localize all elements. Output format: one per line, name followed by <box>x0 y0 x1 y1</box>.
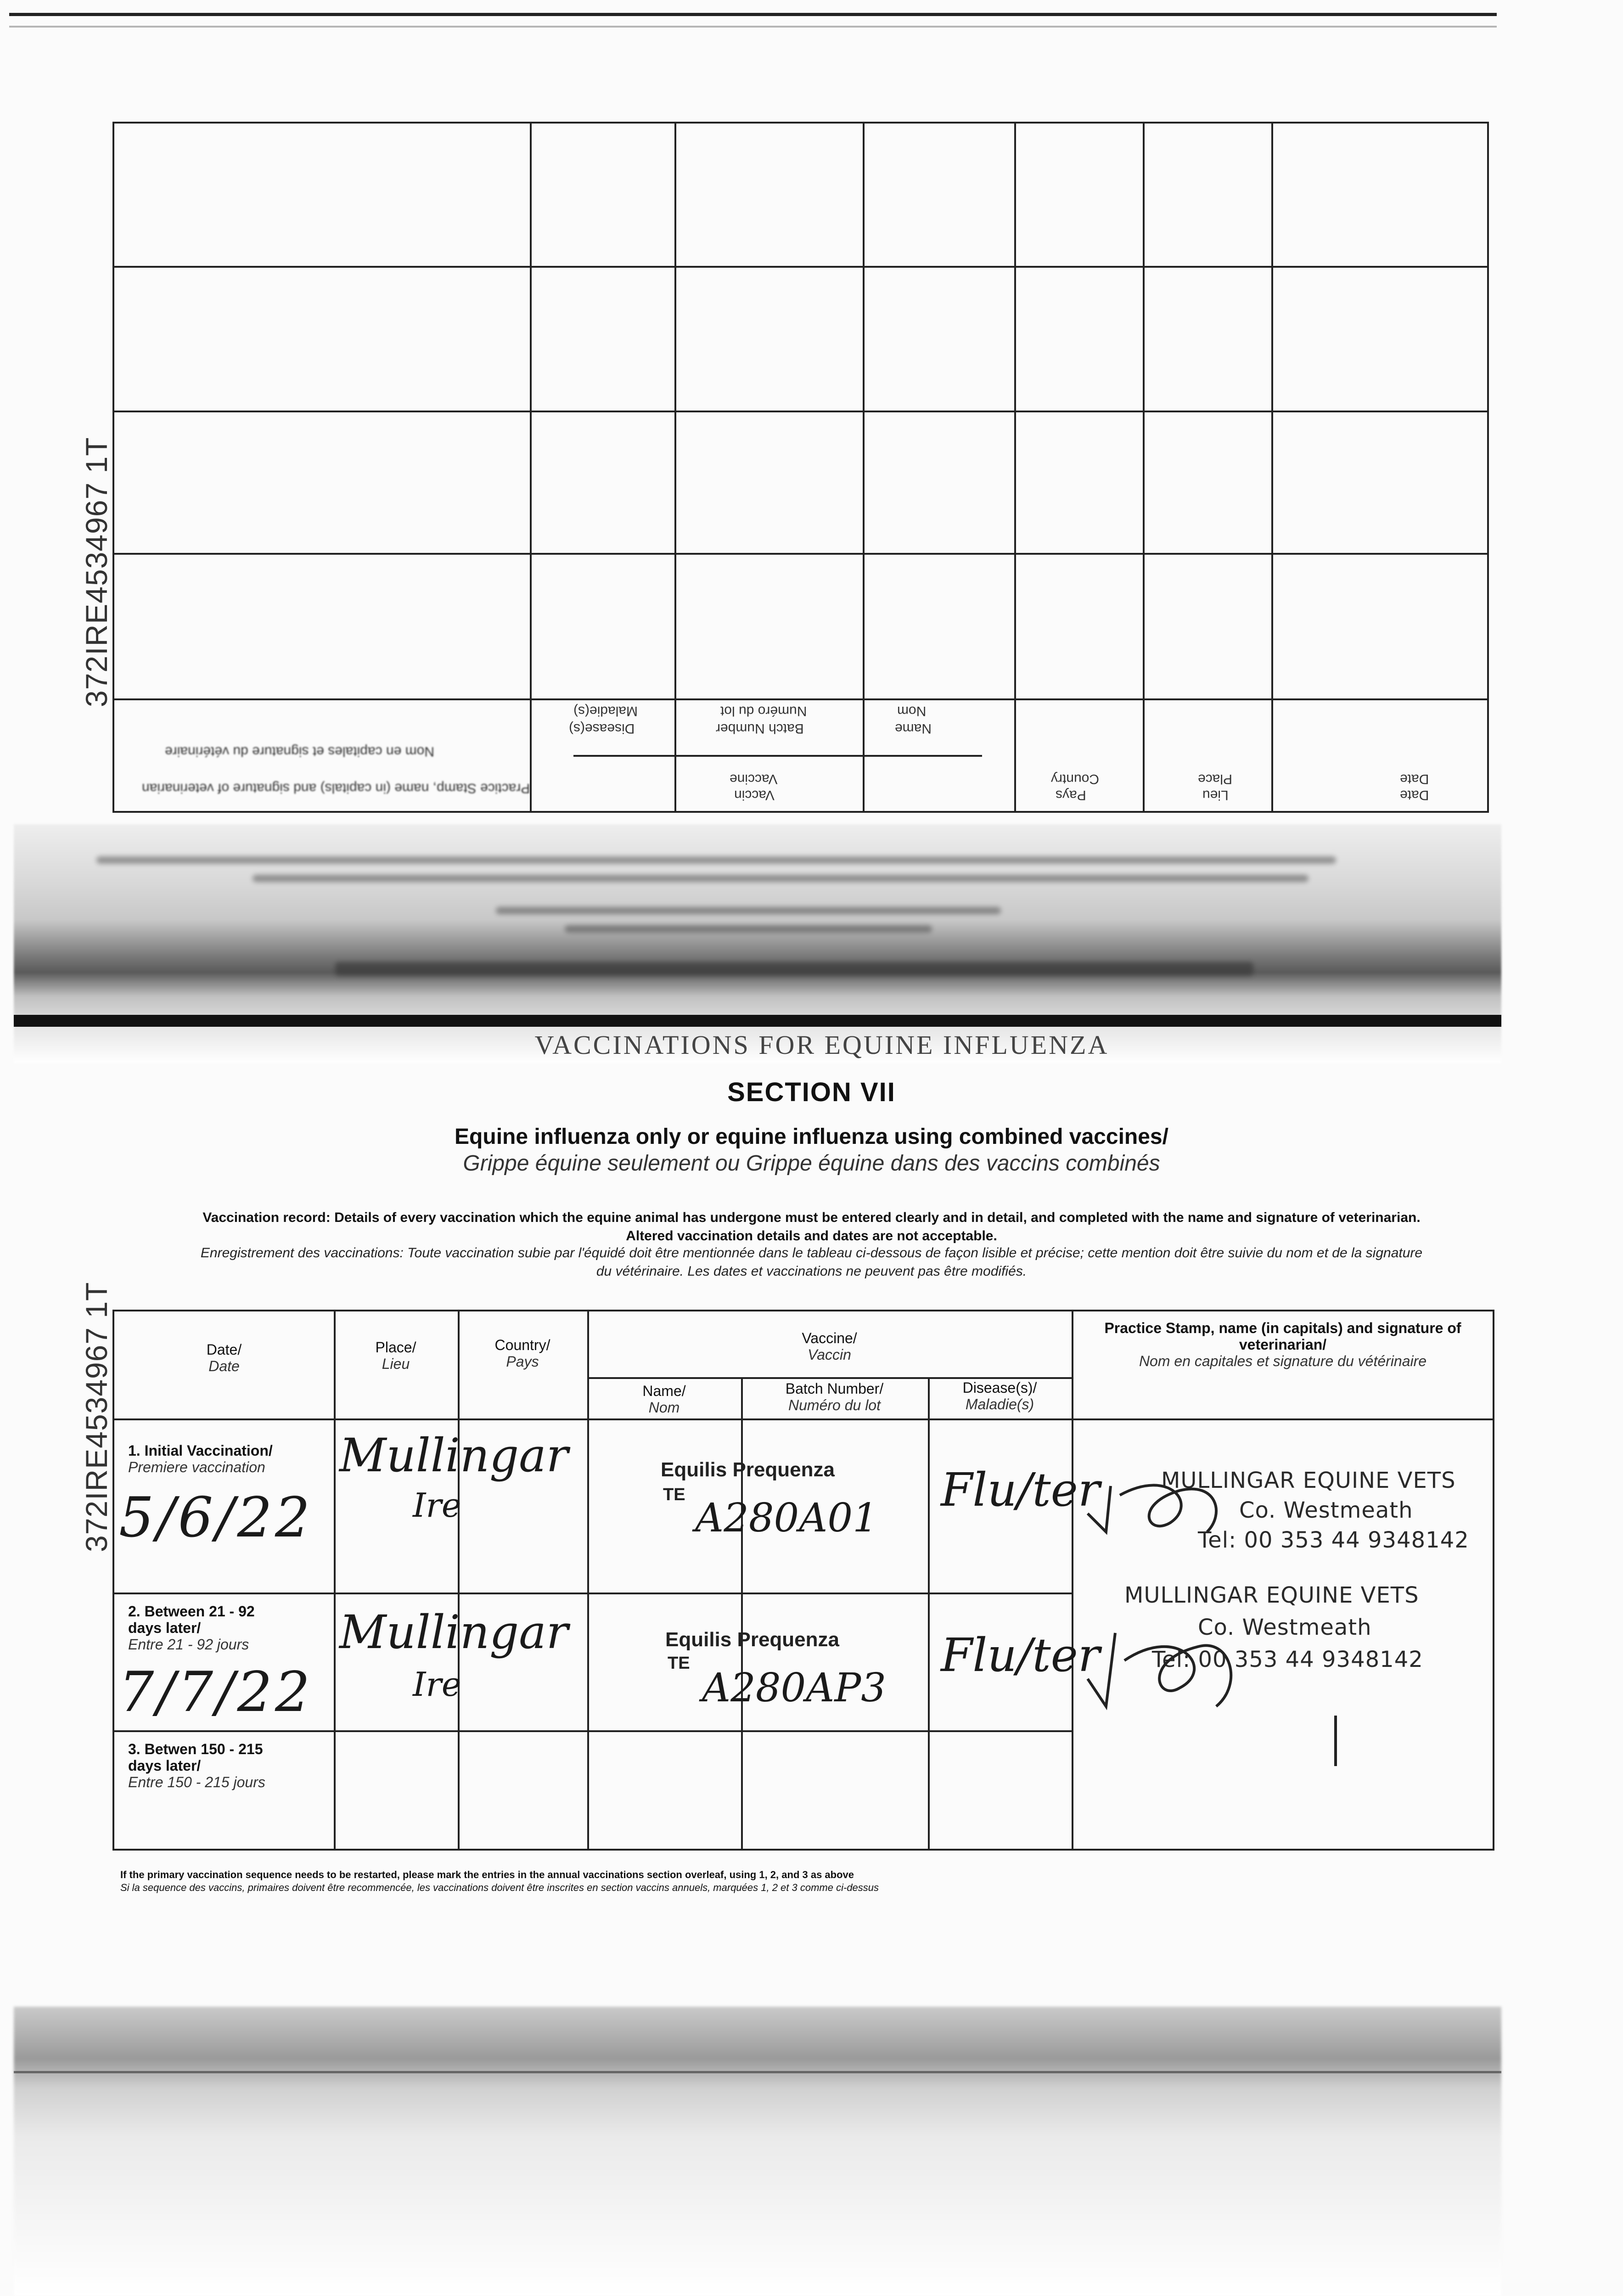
upper-header-country: Country <box>1051 771 1100 787</box>
row-2-vaccine-name: Equilis Prequenza <box>665 1628 839 1651</box>
upper-col-divider <box>1271 124 1273 811</box>
row-1-date: 5/6/22 <box>119 1486 313 1550</box>
header-place <box>334 1339 458 1372</box>
upper-header-disease: Disease(s) <box>569 721 635 736</box>
header-stamp-en-1: Practice Stamp, name (in capitals) and signature of <box>1104 1320 1461 1336</box>
upper-col-divider <box>1143 124 1145 811</box>
row-2-label-en-1: 2. Between 21 - 92 <box>128 1603 255 1620</box>
section-heading-banner: VACCINATIONS FOR EQUINE INFLUENZA <box>534 1030 1109 1060</box>
col-divider <box>587 1379 589 1849</box>
upper-col-divider <box>530 124 532 811</box>
header-disease <box>928 1379 1072 1412</box>
row-3-label-en-1: 3. Betwen 150 - 215 <box>128 1741 263 1757</box>
col-divider <box>928 1377 930 1849</box>
upper-row-divider <box>114 698 1487 700</box>
header-country <box>458 1337 587 1370</box>
col-divider <box>1072 1311 1073 1849</box>
upper-col-divider <box>863 124 865 811</box>
header-vaccine-fr: Vaccin <box>808 1346 851 1363</box>
header-place-fr: Lieu <box>382 1356 410 1372</box>
fold-dark-strip <box>14 1015 1501 1027</box>
header-date <box>114 1341 334 1374</box>
section-title: SECTION VII <box>727 1077 896 1107</box>
header-vaccine-name <box>587 1383 741 1416</box>
footer-note-english: If the primary vaccination sequence needs to be restarted, please mark the entries in the annual vaccinations section overleaf, using 1, 2, and 3 as above <box>120 1869 854 1880</box>
header-name-fr: Nom <box>648 1399 680 1416</box>
row-3-label <box>128 1741 265 1790</box>
vaccine-subheader-rule <box>587 1377 1072 1379</box>
row-2-label-fr: Entre 21 - 92 jours <box>128 1636 249 1653</box>
header-date-fr: Date <box>208 1358 240 1374</box>
instruction-english: Vaccination record: Details of every vaccination which the equine animal has undergone must be entered clearly and in detail, and completed with the name and signature of veterinarian. <box>202 1210 1421 1225</box>
scan-bottom-smear <box>14 2007 1501 2296</box>
header-disease-fr: Maladie(s) <box>965 1396 1034 1412</box>
row-divider <box>114 1418 1493 1420</box>
subtitle-french: Grippe équine seulement ou Grippe équine dans des vaccins combinés <box>463 1151 1160 1176</box>
top-rule <box>9 13 1497 16</box>
upper-header-vaccine: Vaccine <box>730 771 778 787</box>
row-divider <box>114 1593 1072 1594</box>
row-1-place-country: Ire <box>413 1486 461 1525</box>
header-stamp-fr: Nom en capitales et signature du vétérinaire <box>1139 1353 1427 1369</box>
row-2-place-country: Ire <box>413 1665 461 1704</box>
row-1-label-fr: Premiere vaccination <box>128 1459 265 1475</box>
upper-col-divider <box>674 124 676 811</box>
header-practice-stamp <box>1072 1320 1494 1369</box>
header-date-en: Date/ <box>206 1341 242 1358</box>
upper-header-name-fr: Nom <box>897 703 927 719</box>
row-1-batch-number: A280A01 <box>695 1495 878 1541</box>
col-divider <box>458 1311 460 1849</box>
header-vaccine-en: Vaccine/ <box>802 1330 857 1346</box>
header-batch-en: Batch Number/ <box>785 1380 884 1397</box>
upper-header-disease-fr: Maladie(s) <box>573 703 638 719</box>
row-1-vaccine-te: TE <box>663 1485 685 1504</box>
row-1-vaccine-name: Equilis Prequenza <box>661 1458 835 1481</box>
side-identifier-upper: 372IRE4534967 1T <box>79 437 113 707</box>
upper-row-divider <box>114 411 1487 412</box>
upper-header-place-fr: Lieu <box>1202 788 1229 803</box>
row-1-disease: Flu/ter <box>941 1463 1100 1517</box>
col-divider <box>741 1377 743 1849</box>
col-divider <box>334 1311 336 1849</box>
instruction-french-2: du vétérinaire. Les dates et vaccinations ne peuvent pas être modifiés. <box>596 1264 1027 1279</box>
row-2-stamp-practice: MULLINGAR EQUINE VETS <box>1124 1582 1419 1608</box>
blurred-text-line <box>496 907 1001 914</box>
side-identifier-lower: 372IRE4534967 1T <box>79 1282 113 1552</box>
header-name-en: Name/ <box>642 1383 686 1399</box>
upper-header-place: Place <box>1198 771 1233 787</box>
upper-header-stamp-fr: Nom en capitales et signature du vétérinaire <box>165 744 434 759</box>
row-2-label <box>128 1603 255 1653</box>
upper-header-batch: Batch Number <box>716 721 804 736</box>
blurred-text-line <box>335 962 1253 976</box>
upper-col-divider <box>1014 124 1016 811</box>
row-2-vaccine-te: TE <box>668 1654 690 1673</box>
header-vaccine <box>587 1330 1072 1363</box>
row-2-label-en-2: days later/ <box>128 1620 201 1636</box>
row-1-stamp-phone: Tel: 00 353 44 9348142 <box>1198 1527 1469 1553</box>
header-batch-number <box>741 1380 928 1413</box>
row-2-signature <box>1078 1605 1400 1771</box>
top-rule-secondary <box>9 26 1497 28</box>
footer-note-french: Si la sequence des vaccins, primaires doivent être recommencée, les vaccinations doivent être inscrites en section vaccins annuels, marquées 1, 2 et 3 comme ci-dessus <box>120 1882 879 1893</box>
upper-header-date-fr: Date <box>1400 788 1429 803</box>
row-divider <box>114 1730 1072 1732</box>
header-disease-en: Disease(s)/ <box>962 1379 1037 1396</box>
blurred-text-line <box>96 856 1336 864</box>
row-1-stamp-county: Co. Westmeath <box>1239 1497 1413 1523</box>
bottom-rule <box>14 2071 1501 2073</box>
header-batch-fr: Numéro du lot <box>788 1397 881 1413</box>
upper-header-batch-fr: Numéro du lot <box>720 703 807 719</box>
row-1-label <box>128 1442 273 1475</box>
blurred-text-line <box>253 875 1309 882</box>
row-2-date: 7/7/22 <box>119 1660 313 1724</box>
row-2-place: Mullingar <box>339 1605 568 1659</box>
instruction-french: Enregistrement des vaccinations: Toute vaccination subie par l'équidé doit être mentionnée dans le tableau ci-dessous de façon lisible et précise; cette mention doit être suivie du nom et de la signature <box>200 1245 1423 1261</box>
header-place-en: Place/ <box>375 1339 416 1356</box>
row-3-label-fr: Entre 150 - 215 jours <box>128 1774 265 1790</box>
row-1-label-en: 1. Initial Vaccination/ <box>128 1442 273 1459</box>
subtitle-english: Equine influenza only or equine influenza using combined vaccines/ <box>455 1125 1168 1149</box>
scan-fold-band <box>14 824 1501 1063</box>
row-3-label-en-2: days later/ <box>128 1757 201 1774</box>
upper-header-date: Date <box>1400 771 1429 787</box>
header-stamp-en-2: veterinarian/ <box>1239 1336 1327 1353</box>
instruction-english-2: Altered vaccination details and dates are not acceptable. <box>626 1228 997 1244</box>
row-1-stamp-practice: MULLINGAR EQUINE VETS <box>1161 1468 1456 1493</box>
header-country-fr: Pays <box>506 1353 539 1370</box>
upper-header-vaccine-fr: Vaccin <box>734 788 775 803</box>
vaccination-table <box>112 1310 1494 1851</box>
blurred-text-line <box>565 925 932 933</box>
row-2-batch-number: A280AP3 <box>702 1665 886 1711</box>
row-1-signature <box>1078 1449 1400 1587</box>
row-2-disease: Flu/ter <box>941 1628 1100 1682</box>
upper-header-stamp: Practice Stamp, name (in capitals) and signature of veterinarian <box>142 781 530 796</box>
upper-header-divider <box>573 755 982 757</box>
row-2-stamp-phone: Tel: 00 353 44 9348142 <box>1152 1647 1423 1672</box>
upper-header-country-fr: Pays <box>1056 788 1086 803</box>
upper-header-name: Name <box>895 721 932 736</box>
row-2-stamp-county: Co. Westmeath <box>1198 1615 1372 1640</box>
upper-row-divider <box>114 266 1487 268</box>
upper-row-divider <box>114 553 1487 555</box>
header-country-en: Country/ <box>494 1337 550 1353</box>
upper-inverted-table <box>112 122 1489 813</box>
row-1-place: Mullingar <box>339 1429 568 1482</box>
